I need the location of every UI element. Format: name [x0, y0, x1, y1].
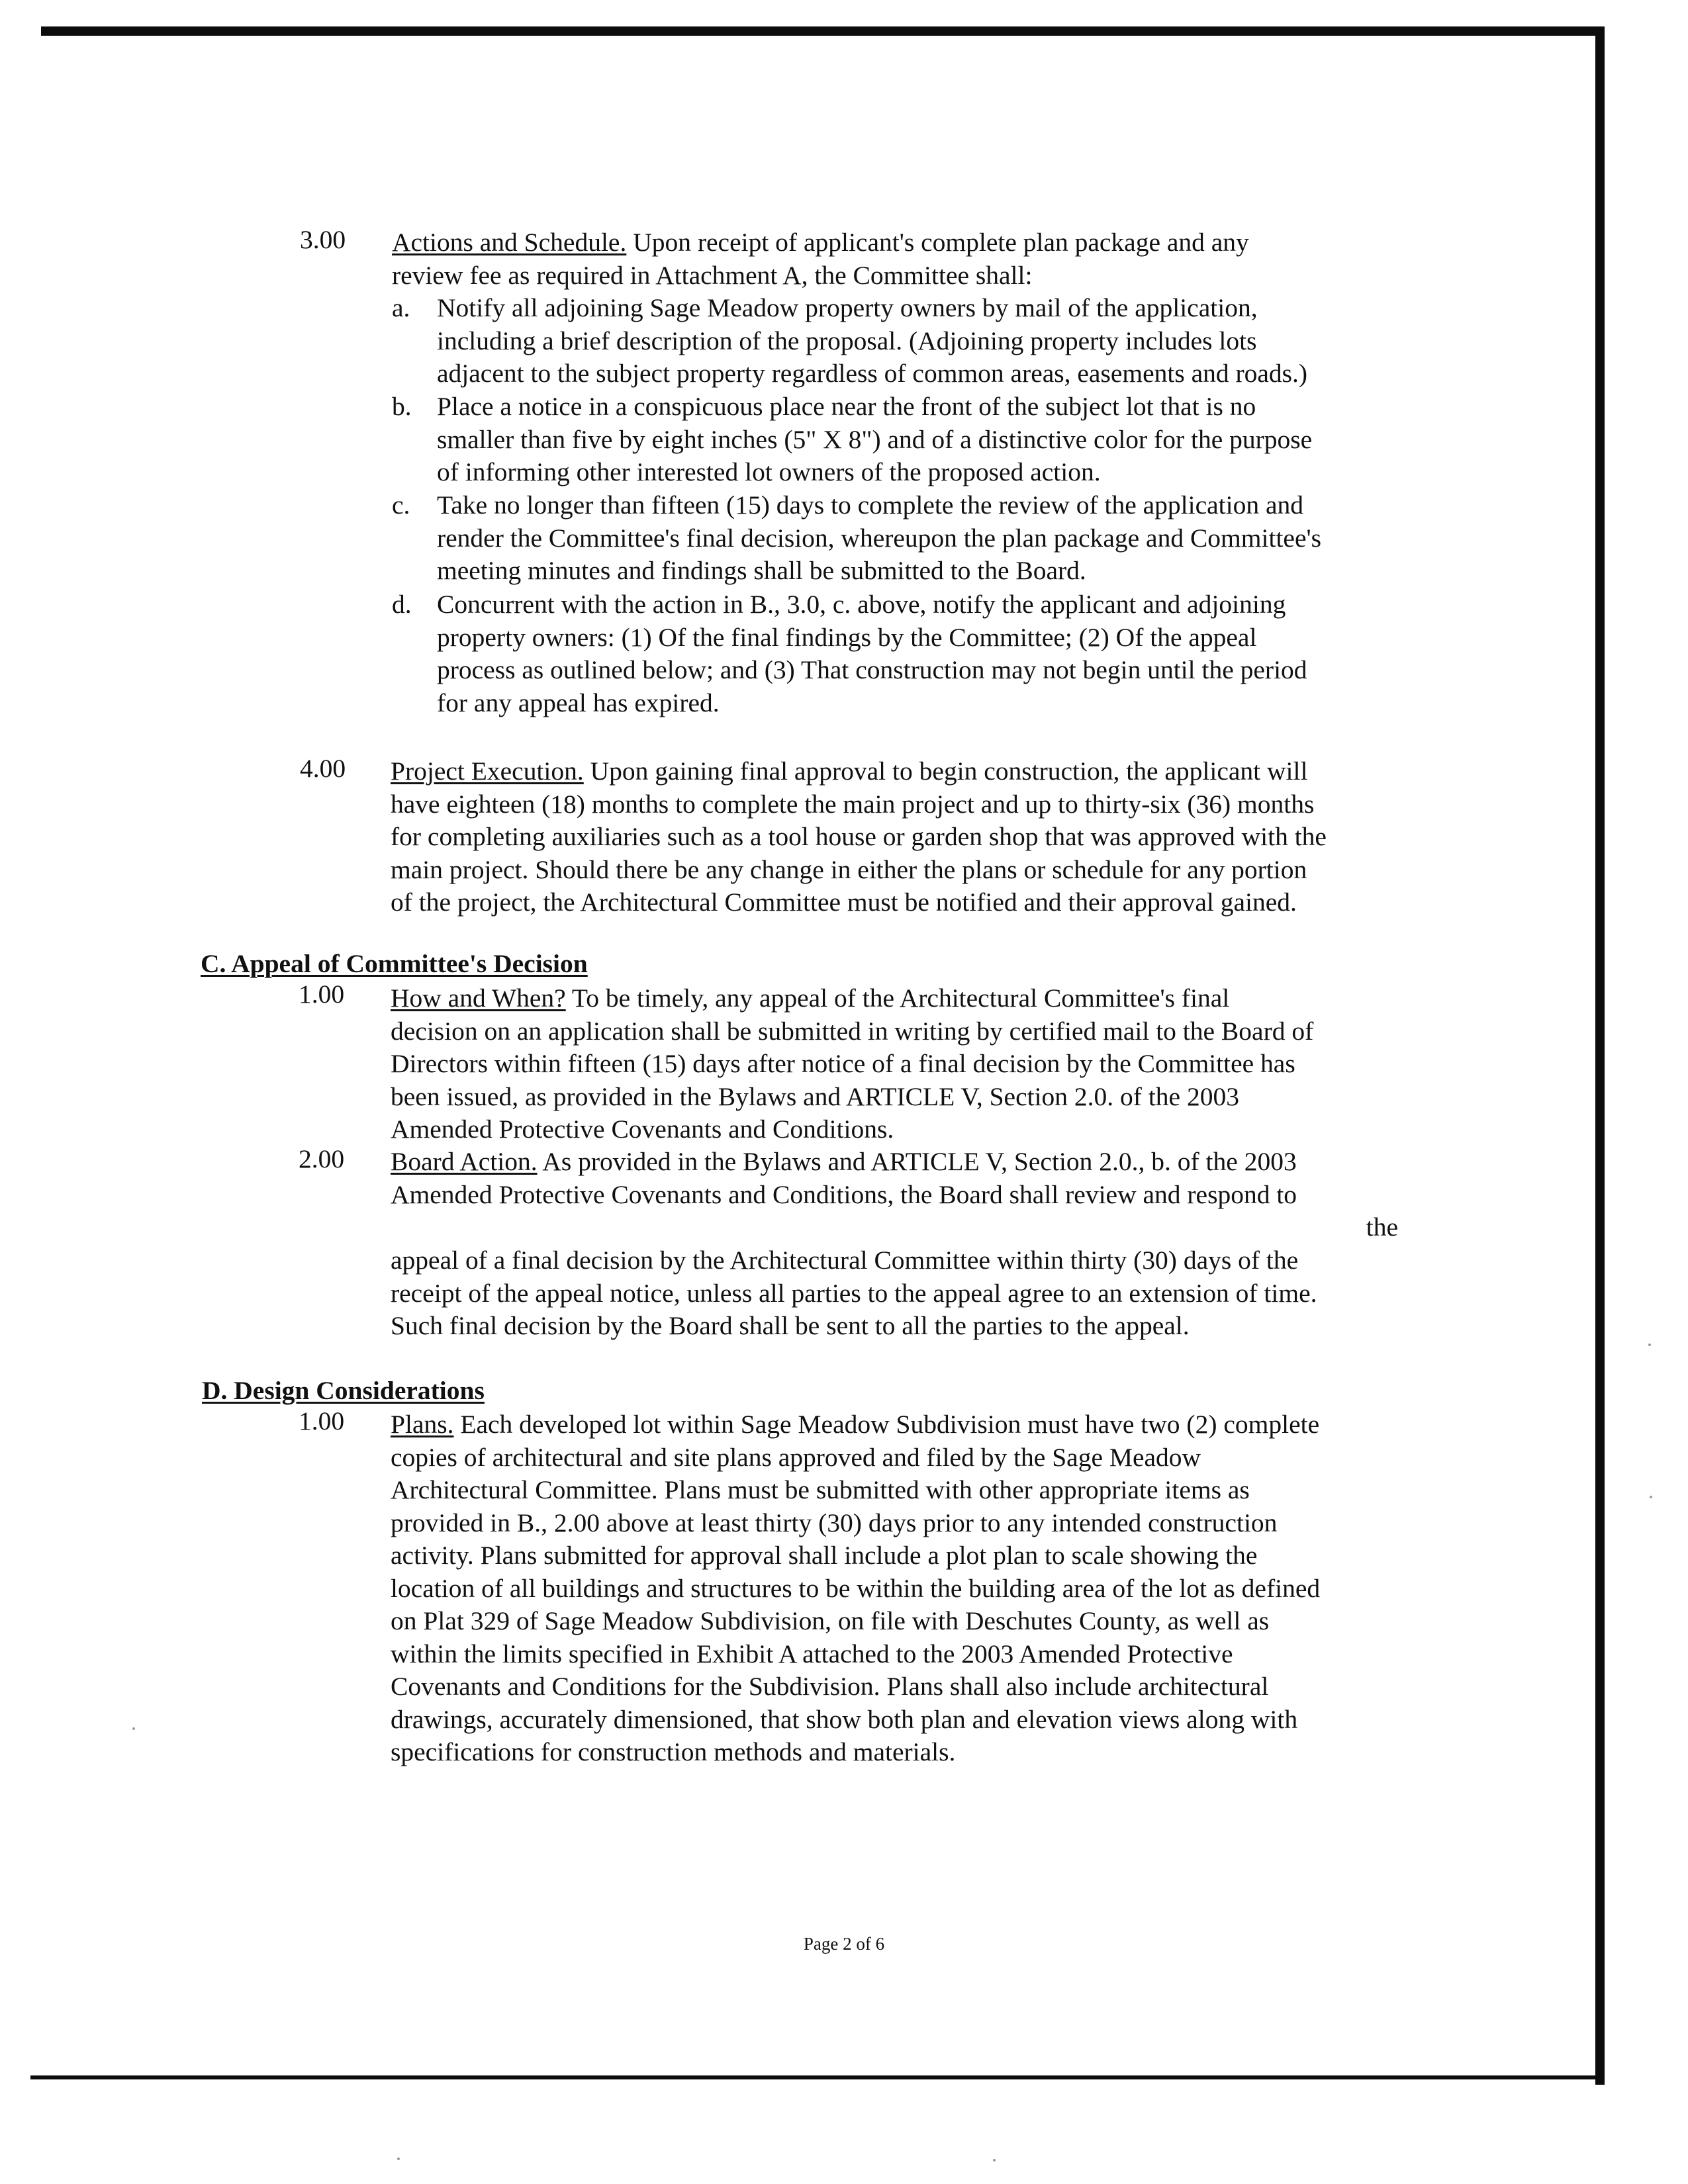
list-item-text: meeting minutes and findings shall be submitted to the Board.: [437, 556, 1086, 585]
section-text: specifications for construction methods and materials.: [391, 1737, 956, 1766]
list-item-text: smaller than five by eight inches (5" X 8") and of a distinctive color for the purpose: [437, 424, 1313, 454]
section-how-and-when: [391, 982, 1313, 1146]
section-text: Such final decision by the Board shall be sent to all the parties to the appeal.: [391, 1311, 1190, 1340]
section-text: been issued, as provided in the Bylaws and ARTICLE V, Section 2.0. of the 2003: [391, 1081, 1239, 1111]
section-text: within the limits specified in Exhibit A attached to the 2003 Amended Protective: [391, 1639, 1233, 1668]
section-board-action: [391, 1146, 1297, 1211]
list-item-a: [437, 292, 1307, 390]
list-item-text: Take no longer than fifteen (15) days to complete the review of the application and: [437, 490, 1304, 520]
section-text: Upon gaining final approval to begin construction, the applicant will: [583, 756, 1308, 786]
list-item-b: [437, 390, 1312, 489]
section-text: for completing auxiliaries such as a tool house or garden shop that was approved with the: [391, 822, 1327, 851]
list-item-text: Notify all adjoining Sage Meadow property owners by mail of the application,: [437, 293, 1258, 322]
list-item-text: adjacent to the subject property regardless of common areas, easements and roads.): [437, 359, 1308, 388]
section-number-4-00: 4.00: [300, 754, 346, 783]
section-text: As provided in the Bylaws and ARTICLE V, Section 2.0., b. of the 2003: [537, 1147, 1297, 1176]
list-label-a: a.: [392, 293, 410, 322]
section-actions-and-schedule: [392, 226, 1249, 292]
section-title: How and When?: [391, 983, 566, 1013]
section-text: main project. Should there be any change in either the plans or schedule for any portion: [391, 854, 1307, 884]
section-text: Amended Protective Covenants and Conditions, the Board shall review and respond to: [391, 1179, 1297, 1209]
list-item-text: Place a notice in a conspicuous place near the front of the subject lot that is no: [437, 392, 1256, 421]
section-number-c-2-00: 2.00: [299, 1144, 345, 1173]
section-text: appeal of a final decision by the Architectural Committee within thirty (30) days of the: [391, 1246, 1299, 1275]
section-text: drawings, accurately dimensioned, that show both plan and elevation views along with: [391, 1704, 1298, 1734]
section-title: Actions and Schedule.: [392, 228, 627, 257]
section-title: Plans.: [391, 1410, 454, 1439]
section-text: decision on an application shall be submitted in writing by certified mail to the Board of: [391, 1016, 1314, 1046]
section-text: copies of architectural and site plans approved and filed by the Sage Meadow: [391, 1442, 1201, 1472]
section-text: activity. Plans submitted for approval shall include a plot plan to scale showing the: [391, 1541, 1258, 1570]
page-number: Page 2 of 6: [803, 1934, 885, 1954]
section-text: Directors within fifteen (15) days after notice of a final decision by the Committee has: [391, 1049, 1295, 1078]
list-label-c: c.: [392, 490, 410, 520]
list-item-c: [437, 489, 1321, 588]
section-text: Architectural Committee. Plans must be submitted with other appropriate items as: [391, 1475, 1250, 1504]
list-item-text: property owners: (1) Of the final findings by the Committee; (2) Of the appeal: [437, 622, 1257, 652]
list-item-text: for any appeal has expired.: [437, 688, 720, 717]
section-text: review fee as required in Attachment A, the Committee shall:: [392, 260, 1033, 290]
section-text: have eighteen (18) months to complete the main project and up to thirty-six (36) months: [391, 789, 1315, 819]
section-plans: [391, 1408, 1320, 1769]
section-text: of the project, the Architectural Committee must be notified and their approval gained.: [391, 887, 1297, 917]
list-item-d: [437, 588, 1307, 719]
section-title: Project Execution.: [391, 756, 584, 786]
section-text: To be timely, any appeal of the Architectural Committee's final: [565, 983, 1230, 1013]
list-item-text: render the Committee's final decision, whereupon the plan package and Committee's: [437, 523, 1321, 553]
section-text: location of all buildings and structures to be within the building area of the lot as defined: [391, 1573, 1321, 1603]
list-item-text: Concurrent with the action in B., 3.0, c. above, notify the applicant and adjoining: [437, 590, 1286, 619]
section-number-d-1-00: 1.00: [299, 1406, 345, 1435]
section-text: receipt of the appeal notice, unless all parties to the appeal agree to an extension of time.: [391, 1278, 1317, 1308]
section-text: Upon receipt of applicant's complete plan package and any: [626, 228, 1249, 257]
section-board-action-continued: [391, 1244, 1317, 1343]
section-text: provided in B., 2.00 above at least thirty (30) days prior to any intended construction: [391, 1508, 1278, 1537]
heading-appeal-of-committees-decision: C. Appeal of Committee's Decision: [201, 949, 588, 978]
section-title: Board Action.: [391, 1147, 538, 1176]
section-text: Each developed lot within Sage Meadow Subdivision must have two (2) complete: [453, 1410, 1320, 1439]
list-label-b: b.: [392, 392, 412, 421]
section-text: Amended Protective Covenants and Conditions.: [391, 1115, 894, 1144]
section-number-3-00: 3.00: [300, 225, 346, 254]
section-text: Covenants and Conditions for the Subdivision. Plans shall also include architectural: [391, 1672, 1269, 1701]
list-item-text: of informing other interested lot owners of the proposed action.: [437, 457, 1101, 486]
list-label-d: d.: [392, 590, 412, 619]
list-item-text: including a brief description of the proposal. (Adjoining property includes lots: [437, 326, 1257, 355]
orphan-word: the: [1366, 1212, 1398, 1242]
section-project-execution: [391, 755, 1327, 919]
section-number-c-1-00: 1.00: [299, 979, 345, 1009]
list-item-text: process as outlined below; and (3) That construction may not begin until the period: [437, 655, 1307, 684]
section-text: on Plat 329 of Sage Meadow Subdivision, on file with Deschutes County, as well as: [391, 1606, 1270, 1635]
heading-design-considerations: D. Design Considerations: [202, 1376, 485, 1405]
